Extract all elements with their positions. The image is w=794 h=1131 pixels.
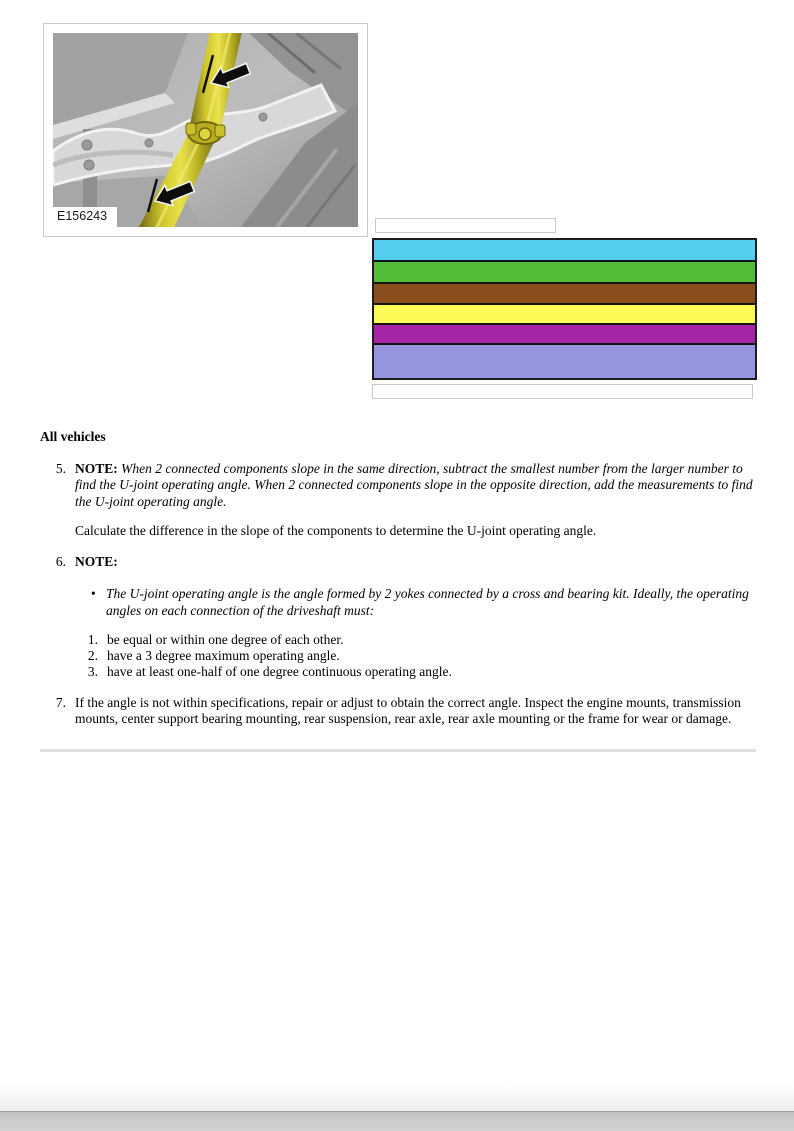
color-bar-green [374, 262, 755, 284]
note-label: NOTE: [75, 553, 118, 569]
step-number: 5. [55, 460, 66, 476]
color-bar-magenta [374, 325, 755, 345]
step5-paragraph: Calculate the difference in the slope of the components to determine the U-joint operating angle. [75, 523, 597, 538]
color-bar-yellow [374, 305, 755, 325]
bullet-item [75, 586, 758, 619]
step-number: 7. [55, 694, 66, 710]
sublist-item [75, 648, 758, 664]
bullet-text: The U-joint operating angle is the angle formed by 2 yokes connected by a cross and bearing kit. Ideally, the operating angles on each connection of the driveshaft must: [106, 586, 749, 618]
figure-label: E156243 [53, 207, 117, 227]
note-text: When 2 connected components slope in the same direction, subtract the smallest number from the larger number to find the U-joint operating angle. When 2 connected components slope in the opposite direction, add the measurements to find the U-joint operating angle. [75, 460, 753, 509]
figure-panel [43, 23, 368, 237]
sublist-item [75, 632, 758, 648]
driveshaft-photo [53, 33, 358, 227]
step-body [75, 461, 758, 540]
sublist-number: 2. [87, 648, 98, 664]
instructions-section [40, 429, 758, 728]
step-body [75, 554, 758, 681]
step-6 [40, 554, 758, 681]
page-bottom-fade [0, 1084, 794, 1112]
color-bar-brown [374, 284, 755, 305]
section-divider [40, 749, 756, 752]
sublist-item [75, 664, 758, 680]
bullet-icon: • [91, 586, 96, 601]
sublist-number: 1. [87, 632, 98, 647]
step-5 [40, 461, 758, 540]
note-paragraph [75, 554, 758, 571]
horizontal-scrollbar[interactable] [0, 1111, 794, 1131]
step-7 [40, 695, 758, 728]
sublist [75, 632, 758, 681]
sublist-text: have a 3 degree maximum operating angle. [107, 648, 340, 664]
section-heading: All vehicles [40, 429, 106, 444]
step-body [75, 695, 758, 728]
sublist-number: 3. [87, 664, 98, 680]
sublist-text: have at least one-half of one degree continuous operating angle. [107, 664, 452, 680]
step7-paragraph: If the angle is not within specifications, repair or adjust to obtain the correct angle. Inspect the engine mounts, transmission mounts, center support bearing mounting, rear suspension, rear axle, rear axle mounting or the frame for wear or damage. [75, 694, 741, 727]
step-number: 6. [55, 553, 66, 569]
color-bar-stack [372, 238, 757, 380]
note-label: NOTE: [75, 460, 118, 476]
empty-cell-bottom [372, 384, 753, 399]
color-bar-lavender [374, 345, 755, 378]
sublist-text: be equal or within one degree of each other. [107, 632, 344, 647]
driveshaft-illustration [53, 33, 358, 227]
color-bar-cyan [374, 240, 755, 262]
note-paragraph [75, 461, 758, 511]
empty-cell-top [375, 218, 556, 233]
